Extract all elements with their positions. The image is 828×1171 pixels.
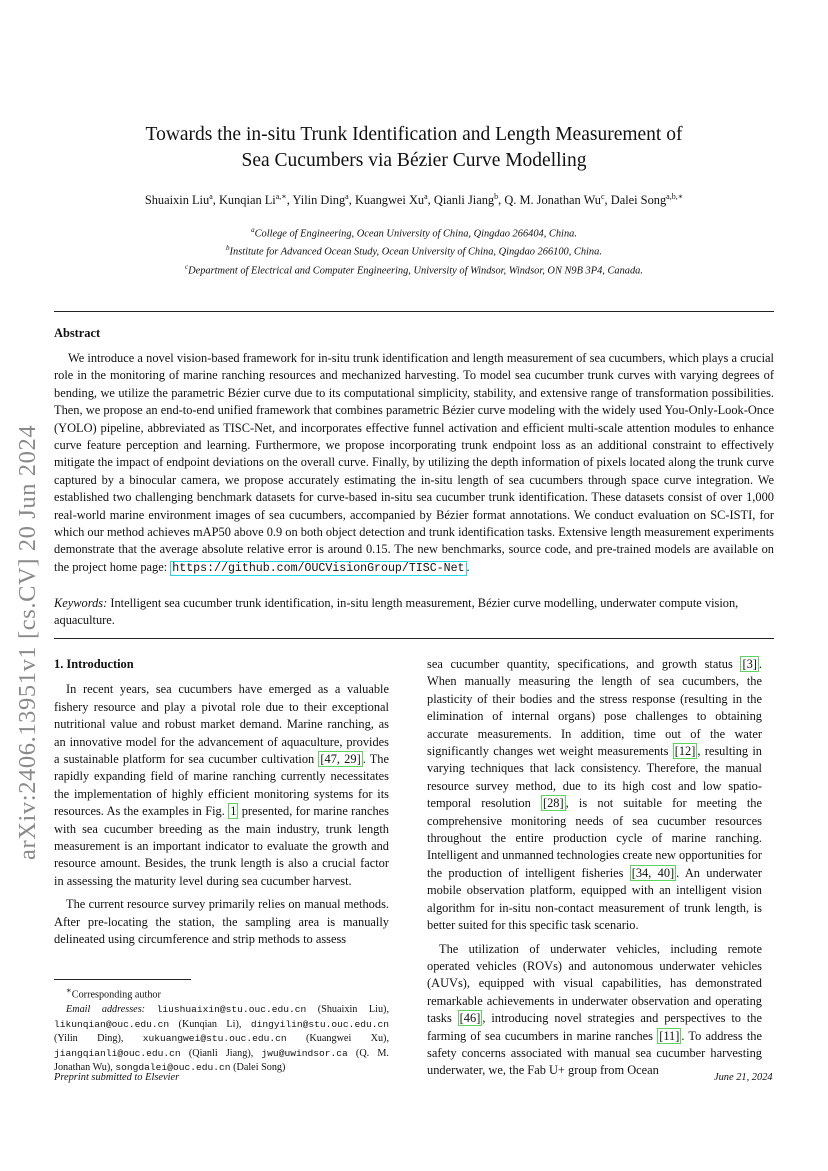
abstract-text: We introduce a novel vision-based framework for in-situ trunk identification and length measurement of sea cucumbers, which plays a crucial role in the monitoring of marine ranching resources and mechanized harvesting. To model sea cucumber trunk curves with varying degrees of bending, we utilize the parametric Bézier curve due to its computational simplicity, stability, and extensive range of transformation possibilities. Then, we propose an end-to-end unified framework that combines parametric Bézier curve modeling with the widely used You-Only-Look-Once (YOLO) pipeline, abbreviated as TISC-Net, and incorporates effective funnel activation and efficient multi-scale attention modules to enhance curve feature perception and learning. Furthermore, we propose incorporating trunk endpoint loss as an additional constraint to effectively mitigate the impact of endpoint deviations on the overall curve. Finally, by utilizing the depth information of pixels located along the trunk curve captured by a binocular camera, we propose accurately estimating the in-situ length of sea cucumbers through space curve integration. We established two challenging benchmark datasets for curve-based in-situ sea cucumber trunk identification. These datasets consist of over 1,000 real-world marine environment images of sea cucumbers, accompanied by Bézier format annotations. We conduct evaluation on SC-ISTI, for which our method achieves mAP50 above 0.9 on both object detection and trunk identification tasks. Extensive length measurement experiments demonstrate that the average absolute relative error is around 0.15. The new benchmarks, source code, and pre-trained models are available on the project home page: xyxy=(54,351,774,574)
top-divider xyxy=(54,311,774,312)
left-column xyxy=(54,656,389,955)
abstract-body xyxy=(54,350,774,577)
email-address[interactable]: songdalei@ouc.edu.cn xyxy=(115,1062,231,1074)
email-address[interactable]: jiangqianli@ouc.edu.cn xyxy=(54,1047,181,1059)
affiliation-text: Department of Electrical and Computer Engineering, University of Windsor, Windsor, ON N9B 3P4, Canada. xyxy=(188,265,643,277)
corresponding-author-text: Corresponding author xyxy=(71,989,161,1001)
paragraph-text: . The rapidly expanding field of marine ranching currently necessitates the implementation of highly efficient monitoring systems for its resources. As the examples in Fig. xyxy=(54,752,389,819)
email-addresses xyxy=(54,1003,389,1076)
affiliation xyxy=(54,223,774,241)
author-name: Yilin Ding xyxy=(292,193,346,208)
author-name: Shuaixin Liu xyxy=(144,193,210,208)
citation-link[interactable]: [11] xyxy=(659,1028,680,1043)
author-name: Kuangwei Xu xyxy=(354,193,425,208)
paragraph-text: The utilization of underwater vehicles, including remote operated vehicles (ROVs) and autonomous underwater vehicles (AUVs), equipped with visual capabilities, has demonstrated remarkable achievements in underwater observation and operating tasks xyxy=(427,941,762,1026)
email-owner: (Q. M. Jonathan Wu), xyxy=(54,1047,389,1074)
email-address[interactable]: liushuaixin@stu.ouc.edu.cn xyxy=(156,1003,307,1015)
paragraph-text: In recent years, sea cucumbers have emerged as a valuable fishery resource and play a pivotal role due to their exceptional nutritional value and robust market demand. Marine ranching, as an innovative model for the advancement of aquaculture, provides a sustainable platform for sea cucumber cultivation xyxy=(54,682,389,767)
title-line-2: Sea Cucumbers via Bézier Curve Modelling xyxy=(241,150,587,171)
title-line-1: Towards the in-situ Trunk Identification and Length Measurement of xyxy=(145,124,683,145)
affiliation xyxy=(54,241,774,259)
paper-title xyxy=(100,122,728,174)
paragraph-text: , resulting in varying techniques that lack consistency. Therefore, the manual resource survey method, due to its high cost and low spatio-temporal resolution xyxy=(427,744,762,811)
project-url-link[interactable]: https://github.com/OUCVisionGroup/TISC-Net xyxy=(172,561,465,575)
citation-link[interactable]: [34, 40] xyxy=(631,865,675,880)
affiliation-mark: a xyxy=(251,226,255,234)
affiliation-text: Institute for Advanced Ocean Study, Ocean University of China, Qingdao 266100, China. xyxy=(229,246,602,258)
arxiv-side-stamp: arXiv:2406.13951v1 [cs.CV] 20 Jun 2024 xyxy=(14,424,41,860)
email-owner: (Kunqian Li), xyxy=(169,1018,251,1030)
section-heading-introduction: 1. Introduction xyxy=(54,657,134,671)
paragraph-text: sea cucumber quantity, specifications, and growth status xyxy=(427,657,741,671)
author-affiliation-mark: a xyxy=(345,192,349,201)
paragraph-text: . When manually measuring the length of sea cucumbers, the plasticity of their bodies and the stress response (resulting in the elimination of internal organs) pose challenges to obtaining accurate measurements. In addition, time out of the water significantly changes wet weight measurements xyxy=(427,657,762,759)
author-name: Qianli Jiang xyxy=(433,193,495,208)
abstract-heading: Abstract xyxy=(54,326,101,340)
intro-paragraph-4 xyxy=(427,941,762,1080)
paragraph-text: presented, for marine ranches with sea cucumber breeding as the main industry, trunk length measurement is an important indicator to evaluate the growth and resource amount. Besides, the trunk length is also a crucial factor in assessing the maturity level during sea cucumber harvest. xyxy=(54,804,389,888)
abstract-end: . xyxy=(466,559,470,574)
affiliation-text: College of Engineering, Ocean University of China, Qingdao 266404, China. xyxy=(254,228,577,240)
author-affiliation-mark: b xyxy=(494,192,499,201)
email-owner: (Kuangwei Xu), xyxy=(286,1033,389,1045)
email-owner: (Dalei Song) xyxy=(230,1062,286,1074)
citation-link[interactable]: [28] xyxy=(542,796,564,811)
citation-link[interactable]: [47, 29] xyxy=(320,752,361,767)
author-affiliation-mark: c xyxy=(600,192,605,201)
author-list: Shuaixin Liu$^a$, Kunqian $Li^{a,∗}$, Yilin Ding$^a$, Kuangwei Xu$^a$, Qianli Jiang$^b$, Q. M. Jonathan Wu$^c$, Dalei Song$^{a,b,∗}$ xyxy=(144,192,684,208)
paragraph-text: . An underwater mobile observation platform, equipped with an intelligent vision algorithm for in-situ non-contact measurement of trunk length, is better suited for this specific task scenario. xyxy=(427,865,762,933)
email-label: Email addresses: xyxy=(66,1003,146,1015)
affiliation-mark: b xyxy=(226,244,230,253)
author-name: Kunqian Li xyxy=(218,193,276,208)
citation-link[interactable]: 1 xyxy=(230,804,237,819)
author-affiliation-mark: a,b,∗ xyxy=(666,192,684,201)
author-name: Q. M. Jonathan Wu xyxy=(504,193,601,208)
author-affiliation-mark: a xyxy=(424,192,428,201)
affiliation-mark: c xyxy=(185,262,189,271)
keywords-label: Keywords: xyxy=(54,596,108,610)
footnote-divider xyxy=(54,979,191,980)
footer-date: June 21, 2024 xyxy=(714,1072,773,1083)
author-affiliation-mark: a,∗ xyxy=(275,192,287,201)
paragraph-text: . To address the safety concerns associated with manual sea cucumber harvesting underwater, we, the Fab U+ group from Ocean xyxy=(427,1028,762,1078)
email-owner: (Qianli Jiang), xyxy=(180,1047,262,1059)
footnotes xyxy=(54,983,389,1076)
intro-paragraph-1 xyxy=(54,681,389,890)
email-address[interactable]: likunqian@ouc.edu.cn xyxy=(54,1018,170,1030)
citation-link[interactable]: [12] xyxy=(674,744,696,759)
affiliation-list xyxy=(54,223,774,278)
intro-paragraph-2: The current resource survey primarily relies on manual methods. After pre-locating the station, the sampling area is manually delineated using circumference and strip methods to assess xyxy=(54,897,389,947)
intro-paragraph-3 xyxy=(427,656,762,935)
keywords xyxy=(54,595,774,630)
author-name: Dalei Song xyxy=(610,193,667,208)
email-owner: (Yilin Ding), xyxy=(54,1033,143,1045)
right-column xyxy=(427,656,762,1086)
email-owner: (Shuaixin Liu), xyxy=(306,1003,389,1015)
citation-link[interactable]: [46] xyxy=(459,1011,481,1026)
footnote-mark: ∗ xyxy=(66,985,72,995)
footer-left: Preprint submitted to Elsevier xyxy=(54,1072,180,1083)
paragraph-text: , introducing novel strategies and perspectives to the farming of sea cucumbers in marine ranches xyxy=(427,1011,762,1043)
keywords-text: Intelligent sea cucumber trunk identification, in-situ length measurement, Bézier curve modelling, underwater compute vision, aquaculture. xyxy=(54,596,739,628)
paragraph-text: , is not suitable for meeting the comprehensive monitoring needs of sea cucumber resources throughout the entire production cycle of marine ranching. Intelligent and unmanned technologies create new opportunities for the production of intelligent fisheries xyxy=(427,796,762,880)
abstract-divider xyxy=(54,638,774,639)
corresponding-author-note xyxy=(54,983,389,1003)
affiliation xyxy=(54,260,774,278)
email-address[interactable]: dingyilin@stu.ouc.edu.cn xyxy=(250,1018,389,1030)
email-address[interactable]: xukuangwei@stu.ouc.edu.cn xyxy=(142,1033,287,1045)
citation-link[interactable]: [3] xyxy=(742,657,757,671)
email-address[interactable]: jwu@uwindsor.ca xyxy=(261,1047,348,1059)
author-affiliation-mark: a xyxy=(209,192,213,201)
